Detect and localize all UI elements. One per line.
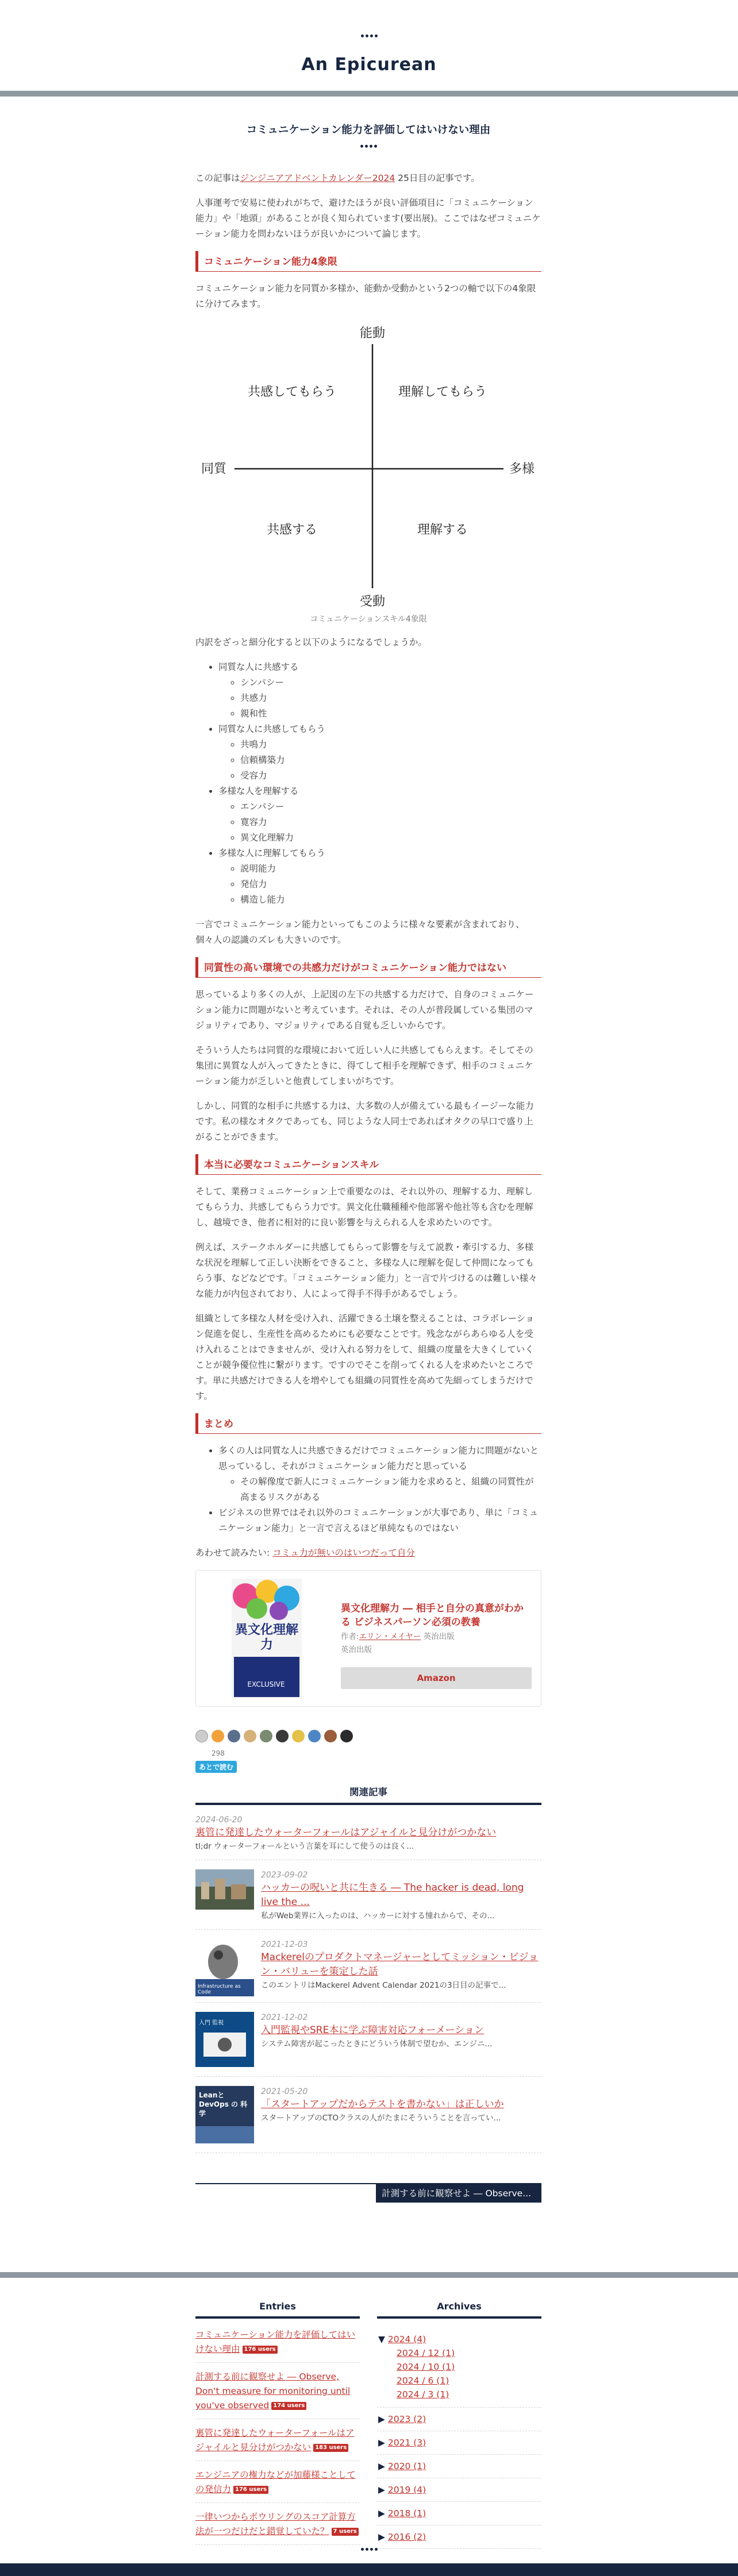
site-header	[0, 0, 738, 97]
archives-heading: Archives	[377, 2301, 541, 2319]
related-body	[261, 1869, 541, 1922]
related-item[interactable]	[195, 1805, 541, 1860]
related-articles-title: 関連記事	[195, 1784, 541, 1805]
bookmark-icon[interactable]	[195, 1730, 208, 1742]
related-thumbnail[interactable]	[195, 1939, 254, 1995]
axis-label-right: 多様	[509, 462, 535, 476]
archive-month	[377, 2360, 541, 2374]
archive-year-link[interactable]: 2021 (3)	[387, 2438, 426, 2448]
blog-title-link[interactable]: An Epicurean	[301, 55, 437, 75]
list-subitem: ◦ 信頼構築力	[240, 753, 541, 768]
list-subitem: ◦ 構造し能力	[240, 892, 541, 908]
related-date: 2021-12-03	[261, 1940, 308, 1949]
intro-prefix: この記事は	[195, 173, 240, 183]
footer-entry-link[interactable]: コミュニケーション能力を評価してはいけない理由	[195, 2330, 356, 2354]
list-item	[218, 846, 541, 908]
related-desc: 私がWeb業界に入ったのは、ハッカーに対する憧れからで、その...	[261, 1911, 495, 1921]
book-cover-image[interactable]	[205, 1579, 327, 1698]
list-item-label: 多様な人に理解してもらう	[218, 848, 326, 858]
bookmark-count[interactable]: 298	[212, 1749, 225, 1757]
archive-year-link[interactable]: 2018 (1)	[387, 2508, 426, 2519]
related-desc: システム障害が起こったときにどういう体制で望むか、エンジニ...	[261, 2039, 493, 2049]
next-entry-link[interactable]: 計測する前に観察せよ ― Observe...	[376, 2184, 541, 2203]
paragraph-6: そういう人たちは同質的な環境において近しい人に共感してもらえます。そしてその集団に異質な人が入ってきたときに、得てして相手を理解できず、相手のコミュニケーション能力が乏しいと他責してしまいがちです。	[195, 1045, 533, 1086]
triangle-right-icon[interactable]: ▶	[378, 2532, 385, 2542]
book-cover-subtitle: EXCLUSIVE	[247, 1680, 285, 1688]
archive-year-link[interactable]: 2016 (2)	[387, 2532, 426, 2542]
related-item[interactable]	[195, 1930, 541, 2003]
summary-item: • ビジネスの世界ではそれ以外のコミュニケーションが大事であり、単に「コミュニケーション能力」と一言で言えるほど単純なものではない	[218, 1505, 541, 1536]
archive-year	[377, 2408, 541, 2431]
footer-entry-link[interactable]: 一律いつからボウリングのスコア計算方法が一つだけだと錯覚していた？	[195, 2512, 356, 2536]
footer-entry-link[interactable]: 裏管に発達したウォーターフォールはアジャイルと見分けがつかない	[195, 2428, 355, 2452]
archive-year-link[interactable]: 2019 (4)	[387, 2485, 426, 2495]
users-badge[interactable]: 183 users	[313, 2444, 348, 2452]
devops-thumbnail-label: Leanと DevOps の 科学	[199, 2091, 248, 2118]
book-card	[195, 1570, 541, 1707]
user-avatar-icon[interactable]	[228, 1730, 240, 1742]
related-thumbnail[interactable]	[195, 1869, 254, 1922]
users-badge[interactable]: 176 users	[243, 2346, 278, 2354]
user-avatar-icon[interactable]	[324, 1730, 337, 1742]
user-avatar-icon[interactable]	[260, 1730, 272, 1742]
user-avatar-icon[interactable]	[340, 1730, 353, 1742]
user-avatar-icon[interactable]	[244, 1730, 256, 1742]
intro-suffix: 25日目の記事です。	[395, 173, 480, 183]
related-body	[261, 2012, 541, 2069]
book-author-link[interactable]: エリン・メイヤー	[359, 1632, 421, 1641]
archive-year	[377, 2525, 541, 2549]
paragraph-4: 一言でコミュニケーション能力といってもこのように様々な要素が含まれており、個々人の認識のズレも大きいのです。	[195, 919, 525, 945]
summary-subitem: ◦ その解像度で新人にコミュニケーション能力を求めると、組織の同質性が高まるリスクがある	[240, 1474, 541, 1505]
related-title-link[interactable]: ハッカーの呪いと共に生きる ― The hacker is dead, long live the ...	[261, 1882, 524, 1908]
heading-homogeneity: 同質性の高い環境での共感力だけがコミュニケーション能力ではない	[195, 957, 541, 978]
related-desc: このエントリはMackerel Advent Calendar 2021の3日目の記事で...	[261, 1981, 506, 1990]
related-desc: スタートアップのCTOクラスの人がたまにそういうことを言ってい...	[261, 2114, 501, 2123]
list-subitem: ◦ 異文化理解力	[240, 830, 541, 846]
bottom-bar	[0, 2563, 738, 2576]
share-icons	[195, 1730, 541, 1742]
list-item	[218, 660, 541, 722]
footer-entry	[195, 2426, 360, 2461]
read-later-button[interactable]: あとで読む	[195, 1761, 237, 1773]
related-date: 2023-09-02	[261, 1871, 308, 1880]
archive-month-link[interactable]: 2024 / 3 (1)	[397, 2389, 449, 2400]
related-body	[195, 1814, 541, 1853]
author-prefix: 作者:	[341, 1632, 359, 1641]
also-read-prefix: あわせて読みたい:	[195, 1548, 273, 1558]
quadrant-diagram	[195, 321, 541, 608]
related-date: 2024-06-20	[195, 1815, 243, 1825]
pager	[195, 2183, 541, 2203]
amazon-button[interactable]: Amazon	[341, 1667, 532, 1689]
heading-quadrants: コミュニケーション能力4象限	[195, 251, 541, 272]
footer-entry	[195, 2370, 360, 2419]
footer-entry-link[interactable]: エンジニアの権力などが加藤様ことしての発信力	[195, 2470, 356, 2494]
archive-month-link[interactable]: 2024 / 10 (1)	[397, 2362, 455, 2372]
title-dots	[195, 145, 541, 148]
summary-item	[218, 1443, 541, 1505]
related-item[interactable]	[195, 2077, 541, 2153]
archive-month	[377, 2374, 541, 2388]
archive-year-link[interactable]: 2023 (2)	[387, 2414, 426, 2424]
archive-year	[377, 2478, 541, 2502]
archive-year-link[interactable]: 2020 (1)	[387, 2461, 426, 2471]
quadrant-bottom-left: 共感する	[266, 523, 318, 537]
related-body	[261, 2086, 541, 2146]
list-item-label: 同質な人に共感してもらう	[218, 724, 326, 734]
archive-month-link[interactable]: 2024 / 6 (1)	[397, 2376, 449, 2386]
paragraph-8: そして、業務コミュニケーション上で重要なのは、それ以外の、理解する力、理解してもらう力、共感してもらう力です。異文化仕職種種や他部署や他社等も含むを理解し、越境でき、他者に相対的に良い影響を与えられる人を求めたいのです。	[195, 1186, 533, 1228]
article-title[interactable]: コミュニケーション能力を評価してはいけない理由	[246, 124, 491, 136]
archive-year-link[interactable]: 2024 (4)	[387, 2334, 426, 2344]
also-read	[195, 1545, 541, 1561]
summary-item-text: 多くの人は同質な人に共感できるだけでコミュニケーション能力に問題がないと思っているし、それがコミュニケーション能力だと思っている	[218, 1445, 539, 1471]
archive-month	[377, 2388, 541, 2408]
list-subitem: ◦ 親和性	[240, 706, 541, 722]
book-author-line	[341, 1632, 532, 1642]
footer-dots	[0, 2548, 738, 2551]
advent-calendar-link[interactable]: ジンジニアアドベントカレンダー2024	[240, 173, 395, 183]
related-date: 2021-12-02	[261, 2013, 308, 2022]
list-subitem: ◦ 発信力	[240, 877, 541, 892]
list-item	[218, 784, 541, 846]
paragraph-3: 内訳をざっと細分化すると以下のようになるでしょうか。	[195, 637, 427, 647]
archive-year	[377, 2502, 541, 2525]
book-title-link[interactable]: 異文化理解力 ― 相手と自分の真意がわかる ビジネスパーソン必須の教養	[341, 1603, 524, 1628]
monitoring-thumbnail-label: 入門 監視	[199, 2020, 224, 2026]
list-item	[218, 722, 541, 784]
triangle-right-icon[interactable]: ▶	[378, 2438, 385, 2448]
user-avatar-icon[interactable]	[292, 1730, 305, 1742]
triangle-right-icon[interactable]: ▶	[378, 2414, 385, 2424]
quadrant-figure	[195, 321, 541, 624]
triangle-right-icon[interactable]: ▶	[378, 2485, 385, 2495]
archive-year	[377, 2431, 541, 2455]
paragraph-10: 組織として多様な人材を受け入れ、活躍できる土壌を整えることは、コラボレーション促進を促し、生産性を高めるためにも必要なことです。残念ながらあらゆる人を受け入れることはできませんが、受け入れる努力をして、組織の度量を大きくしていくことが競争優位性に繋がります。ですのでそこを削ってくれる人を求めたいところです。単に共感だけできる人を増やしても組織の同質性を高めて先細ってしまうだけです。	[195, 1313, 535, 1401]
footer-entry	[195, 2328, 360, 2363]
triangle-right-icon[interactable]: ▶	[378, 2461, 385, 2471]
related-item[interactable]	[195, 1860, 541, 1930]
list-subitem: ◦ 寛容力	[240, 815, 541, 830]
users-badge[interactable]: 7 users	[332, 2528, 359, 2536]
list-item-label: 同質な人に共感する	[218, 662, 299, 672]
heading-summary: まとめ	[195, 1413, 541, 1434]
bird-thumbnail-label: Infrastructure as Code	[198, 1984, 241, 1995]
related-body	[261, 1939, 541, 1995]
skill-list	[218, 660, 541, 908]
entries-heading: Entries	[195, 2301, 360, 2319]
axis-label-bottom: 受動	[359, 595, 386, 608]
archive-month-link[interactable]: 2024 / 12 (1)	[397, 2348, 455, 2358]
quadrant-bottom-right: 理解する	[417, 523, 468, 537]
paragraph-1: 人事運考で安易に使われがちで、避けたほうが良い評価項目に「コミュニケーション能力」や「地頭」があることが良く知られています(要出展)。ここではなぜコミュニケーション能力を問わないほうが良いかについて論じます。	[195, 198, 541, 239]
footer-entry	[195, 2510, 360, 2545]
quadrant-top-right: 理解してもらう	[398, 385, 487, 399]
related-title-link[interactable]: Mackerelのプロダクトマネージャーとしてミッション・ビジョン・バリューを策定した話	[261, 1952, 539, 1977]
book-cover-title: 異文化理解力	[235, 1622, 298, 1652]
paragraph-5: 思っているより多くの人が、上記図の左下の共感する力だけで、自身のコミュニケーション能力に問題がないと考えています。それは、その人が普段属している集団のマジョリティであり、マジョリティである自覚も乏しいからです。	[195, 989, 534, 1031]
city-thumbnail	[195, 1869, 254, 1910]
paragraph-7: しかし、同質的な相手に共感する力は、大多数の人が備えている最もイージーな能力です。私の様なオタクであっても、同じような人同士であればオタクの早口で盛り上がることができます。	[195, 1101, 534, 1142]
heading-needed-skills: 本当に必要なコミュニケーションスキル	[195, 1154, 541, 1175]
axis-label-left: 同質	[201, 462, 227, 476]
summary-list	[218, 1443, 541, 1536]
main-content	[195, 121, 541, 2203]
header-dots	[0, 0, 738, 37]
axis-label-top: 能動	[359, 326, 386, 341]
publisher-tag: 英治出版	[423, 1632, 455, 1641]
related-title-link[interactable]: 「スタートアップだからテストを書かない」は正しいか	[261, 2099, 504, 2110]
book-info	[341, 1579, 532, 1698]
list-subitem: ◦ シンパシー	[240, 675, 541, 691]
quadrant-top-left: 共感してもらう	[247, 385, 337, 399]
related-date: 2021-05-20	[261, 2087, 308, 2096]
users-badge[interactable]: 176 users	[233, 2486, 268, 2494]
list-subitem: ◦ 受容力	[240, 768, 541, 784]
related-item[interactable]	[195, 2003, 541, 2077]
intro-paragraph	[195, 171, 541, 186]
related-title-link[interactable]: 入門監視やSRE本に学ぶ障害対応フォーメーション	[261, 2024, 484, 2036]
user-avatar-icon[interactable]	[308, 1730, 321, 1742]
site-footer	[0, 2272, 738, 2576]
paragraph-9: 例えば、ステークホルダーに共感してもらって影響を与えて説教・牽引する力、多様な状況を理解して正しい決断をできること、多様な人に理解を促して仲間になってもらう事、などなどです。「コミュニケーション能力」と一言で片づけるのは難しい様々な能力が内包されており、人によって得手不得手があるでしょう。	[195, 1242, 537, 1299]
list-subitem: ◦ 共感力	[240, 691, 541, 706]
user-avatar-icon[interactable]	[276, 1730, 289, 1742]
related-thumbnail[interactable]	[195, 2086, 254, 2146]
list-item-label: 多様な人を理解する	[218, 786, 299, 796]
footer-entries	[195, 2301, 360, 2552]
archive-year	[377, 2455, 541, 2478]
archive-month	[377, 2346, 541, 2360]
triangle-down-icon[interactable]: ▼	[378, 2334, 385, 2344]
list-subitem: ◦ エンパシー	[240, 799, 541, 815]
footer-entry-link[interactable]: 計測する前に観察せよ ― Observe, Don't measure for monitoring until you've observed	[195, 2371, 351, 2411]
user-avatar-icon[interactable]	[212, 1730, 224, 1742]
users-badge[interactable]: 174 users	[271, 2402, 306, 2410]
book-publisher: 英治出版	[341, 1645, 372, 1655]
footer-entry	[195, 2468, 360, 2503]
related-thumbnail[interactable]	[195, 2012, 254, 2069]
archive-year	[377, 2328, 541, 2346]
footer-archives	[377, 2301, 541, 2549]
paragraph-2: コミュニケーション能力を同質か多様か、能動か受動かという2つの軸で以下の4象限に分けてみます。	[195, 283, 536, 309]
related-desc: tl;dr ウォーターフォールという言葉を耳にして使うのは良く...	[195, 1842, 414, 1851]
figure-caption: コミュニケーションスキル4象限	[310, 615, 427, 624]
triangle-right-icon[interactable]: ▶	[378, 2508, 385, 2519]
list-subitem: ◦ 共鳴力	[240, 737, 541, 753]
related-title-link[interactable]: 裏管に発達したウォーターフォールはアジャイルと見分けがつかない	[195, 1827, 497, 1838]
list-subitem: ◦ 説明能力	[240, 861, 541, 877]
article	[195, 122, 541, 2203]
also-read-link[interactable]: コミュ力が無いのはいつだって自分	[272, 1548, 415, 1558]
